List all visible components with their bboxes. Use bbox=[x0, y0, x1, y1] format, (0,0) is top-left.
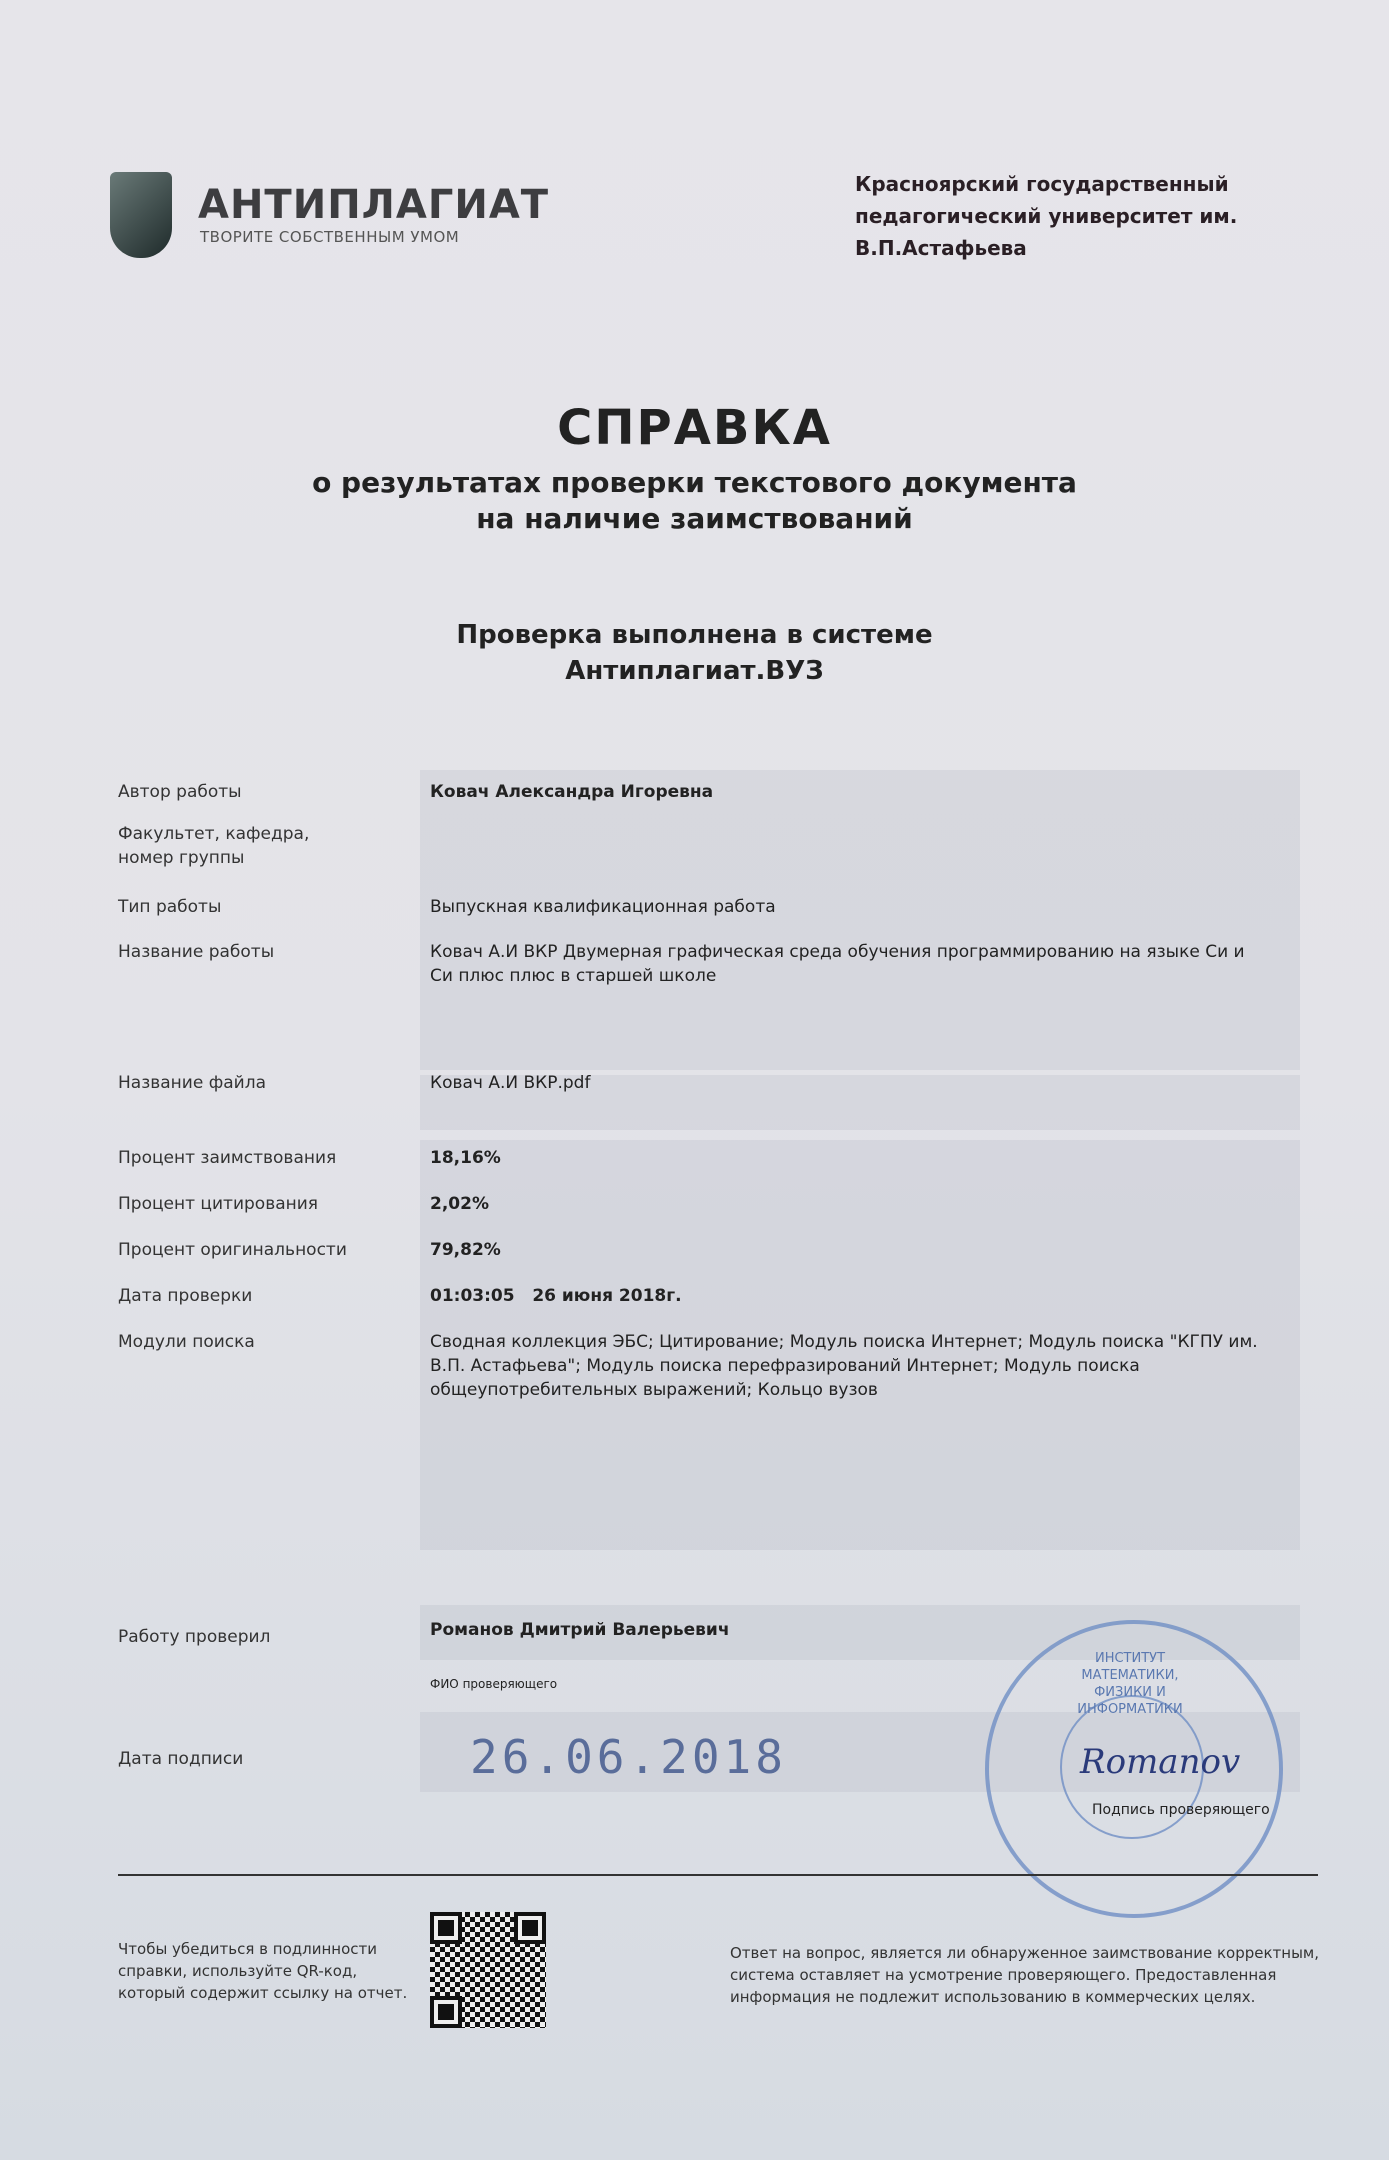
doc-subtitle bbox=[0, 465, 1389, 537]
orig-value: 79,82% bbox=[430, 1240, 501, 1260]
univ-line: Красноярский государственный bbox=[855, 172, 1229, 196]
qr-code[interactable] bbox=[430, 1912, 546, 2028]
borrow-value: 18,16% bbox=[430, 1148, 501, 1168]
divider bbox=[118, 1874, 1318, 1876]
footer-left: Чтобы убедиться в подлинности справки, используйте QR-код, который содержит ссылку на отчет. bbox=[118, 1940, 408, 2002]
university-name bbox=[855, 168, 1237, 264]
univ-line: педагогический университет им. bbox=[855, 204, 1238, 228]
sign-date-label: Дата подписи bbox=[118, 1749, 244, 1769]
type-label: Тип работы bbox=[118, 897, 222, 917]
univ-line: В.П.Астафьева bbox=[855, 236, 1027, 260]
signature: Romanov bbox=[1080, 1742, 1241, 1782]
modules-label: Модули поиска bbox=[118, 1332, 255, 1352]
checker-caption: ФИО проверяющего bbox=[430, 1677, 558, 1691]
qr-finder-icon bbox=[430, 1996, 462, 2028]
file-value: Ковач А.И ВКР.pdf bbox=[430, 1073, 591, 1093]
faculty-label: Факультет, кафедра, номер группы bbox=[118, 824, 310, 868]
author-label: Автор работы bbox=[118, 782, 242, 802]
checker-label: Работу проверил bbox=[118, 1627, 271, 1647]
title-label: Название работы bbox=[118, 942, 275, 962]
logo-name: АНТИПЛАГИАТ bbox=[198, 182, 550, 228]
type-value: Выпускная квалификационная работа bbox=[430, 897, 776, 917]
info-box bbox=[420, 770, 1300, 1070]
author-value: Ковач Александра Игоревна bbox=[430, 782, 714, 802]
cite-value: 2,02% bbox=[430, 1194, 489, 1214]
orig-label: Процент оригинальности bbox=[118, 1240, 347, 1260]
stamp-text: ИНСТИТУТ МАТЕМАТИКИ, ФИЗИКИ И ИНФОРМАТИКИ bbox=[1077, 1651, 1183, 1717]
checker-value: Романов Дмитрий Валерьевич bbox=[430, 1620, 730, 1640]
handwritten-date: 26.06.2018 bbox=[470, 1730, 787, 1784]
system-line: Антиплагиат.ВУЗ bbox=[565, 656, 824, 686]
signature-caption: Подпись проверяющего bbox=[1092, 1802, 1270, 1818]
system-line: Проверка выполнена в системе bbox=[456, 620, 933, 650]
file-label: Название файла bbox=[118, 1073, 266, 1093]
qr-finder-icon bbox=[430, 1912, 462, 1944]
qr-finder-icon bbox=[514, 1912, 546, 1944]
date-label: Дата проверки bbox=[118, 1286, 253, 1306]
logo-tagline: ТВОРИТЕ СОБСТВЕННЫМ УМОМ bbox=[200, 228, 460, 246]
footer-right: Ответ на вопрос, является ли обнаруженное заимствование корректным, система оставляет на усмотрение проверяющего. Предоставленная информация не подлежит использованию в коммерческих целях. bbox=[730, 1944, 1319, 2006]
date-value: 01:03:05 26 июня 2018г. bbox=[430, 1286, 682, 1306]
borrow-label: Процент заимствования bbox=[118, 1148, 337, 1168]
subtitle-line: на наличие заимствований bbox=[476, 502, 913, 535]
title-value: Ковач А.И ВКР Двумерная графическая среда обучения программированию на языке Си и Си плюс плюс в старшей школе bbox=[430, 942, 1245, 986]
antiplagiat-shield-icon bbox=[110, 172, 172, 258]
cite-label: Процент цитирования bbox=[118, 1194, 319, 1214]
modules-value: Сводная коллекция ЭБС; Цитирование; Модуль поиска Интернет; Модуль поиска "КГПУ им. В.П. Астафьева"; Модуль поиска перефразирований Интернет; Модуль поиска общеупотребительных выражений; Кольцо вузов bbox=[430, 1332, 1258, 1400]
system-info bbox=[0, 617, 1389, 689]
subtitle-line: о результатах проверки текстового документа bbox=[312, 466, 1077, 499]
doc-title: СПРАВКА bbox=[557, 400, 832, 456]
